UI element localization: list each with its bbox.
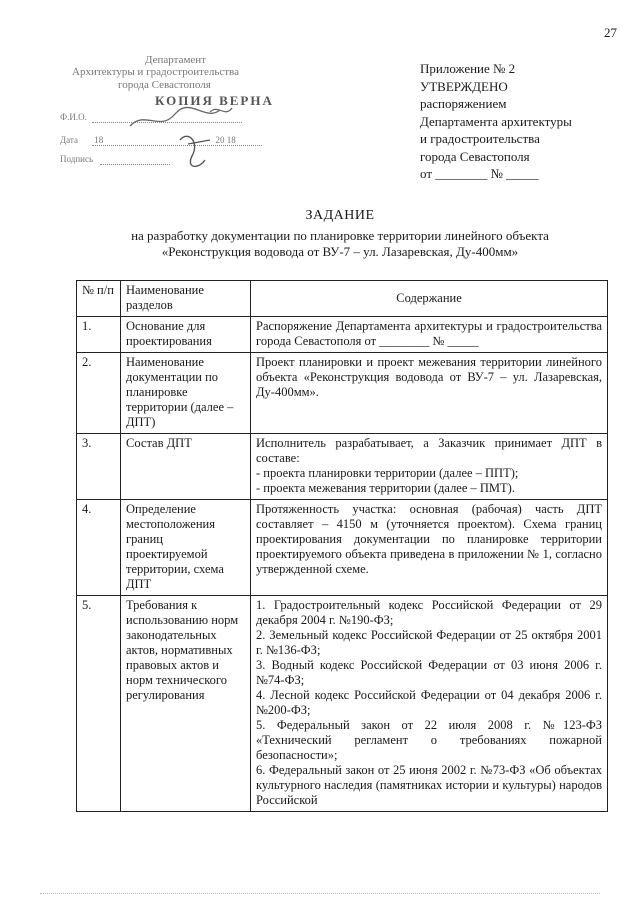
page-bottom-divider	[40, 893, 600, 894]
content-line: 1. Градостроительный кодекс Российской Федерации от 29 декабря 2004 г. №190-ФЗ;	[256, 598, 602, 627]
approval-line: распоряжением	[420, 96, 507, 111]
document-title	[40, 208, 640, 260]
table-row	[77, 317, 608, 353]
row-name: Требования к использованию норм законодательных актов, нормативных правовых актов и норм технического регулирования	[121, 596, 251, 812]
content-line: 5. Федеральный закон от 22 июля 2008 г. №123-ФЗ «Технический регламент о требованиях пожарной безопасности»;	[256, 718, 602, 762]
content-line: 6. Федеральный закон от 25 июня 2002 г. №73-ФЗ «Об объектах культурного наследия (памятниках истории и культуры) народов Российской	[256, 763, 602, 807]
row-num: 4.	[77, 500, 121, 596]
row-content	[251, 596, 608, 812]
row-content	[251, 500, 608, 596]
row-num: 3.	[77, 434, 121, 500]
stamp-fio-label: Ф.И.О.	[60, 112, 87, 122]
stamp-line-4: КОПИЯ ВЕРНА	[155, 93, 274, 108]
header-num: № п/п	[77, 281, 121, 317]
content-line: 2. Земельный кодекс Российской Федерации от 25 октября 2001 г. №136-ФЗ;	[256, 628, 602, 657]
stamp-date-day: 18	[94, 135, 104, 145]
row-content	[251, 353, 608, 434]
stamp-date-label: Дата 18 20 18	[60, 135, 236, 145]
table-row	[77, 353, 608, 434]
stamp-date-year: 20 18	[215, 135, 236, 145]
row-num: 1.	[77, 317, 121, 353]
approval-line: города Севастополя	[420, 148, 530, 164]
row-name: Основание для проектирования	[121, 317, 251, 353]
title-subtitle-1: на разработку документации по планировке территории линейного объекта	[131, 228, 549, 243]
stamp-sign-label: Подпись	[60, 154, 94, 164]
stamp-line-3: города Севастополя	[118, 79, 211, 91]
content-line: Проект планировки и проект межевания территории линейного объекта «Реконструкция водовода от ВУ-7 – ул. Лазаревская, Ду-400мм».	[256, 355, 602, 399]
content-line: 4. Лесной кодекс Российской Федерации от 04 декабря 2006 г. №200-ФЗ;	[256, 688, 602, 717]
page-number: 27	[604, 25, 617, 40]
table-row	[77, 596, 608, 812]
approval-line: УТВЕРЖДЕНО	[420, 78, 508, 94]
row-num: 5.	[77, 596, 121, 812]
row-name: Наименование документации по планировке территории (далее – ДПТ)	[121, 353, 251, 434]
content-line: 3. Водный кодекс Российской Федерации от 03 июня 2006 г. №74-ФЗ;	[256, 658, 602, 687]
title-subtitle-2: «Реконструкция водовода от ВУ-7 – ул. Лазаревская, Ду-400мм»	[161, 244, 519, 259]
content-line: Исполнитель разрабатывает, а Заказчик принимает ДПТ в составе:	[256, 436, 602, 465]
stamp-line-1: Департамент	[145, 54, 207, 66]
copy-stamp	[60, 52, 290, 182]
header-content: Содержание	[251, 281, 608, 317]
approval-block	[420, 60, 630, 183]
title-heading: ЗАДАНИЕ	[305, 208, 375, 223]
content-line: - проекта планировки территории (далее – ППТ);	[256, 466, 519, 480]
content-line: Протяженность участка: основная (рабочая) часть ДПТ составляет – 4150 м (уточняется проектом). Схема границ проектирования документации по планировке территории проектируемого объекта приведена в приложении № 1, согласно утвержденной схеме.	[256, 502, 602, 576]
content-line: Распоряжение Департамента архитектуры и градостроительства города Севастополя от ________ № _____	[256, 319, 602, 348]
row-content	[251, 434, 608, 500]
approval-line: и градостроительства	[420, 131, 540, 146]
table-row	[77, 434, 608, 500]
stamp-line-2: Архитектуры и градостроительства	[72, 66, 239, 78]
approval-line: от ________ № _____	[420, 166, 539, 181]
row-name: Состав ДПТ	[121, 434, 251, 500]
row-name: Определение местоположения границ проектируемой территории, схема ДПТ	[121, 500, 251, 596]
task-table	[76, 280, 608, 812]
approval-line: Приложение № 2	[420, 61, 516, 76]
table-header-row	[77, 281, 608, 317]
table-row	[77, 500, 608, 596]
row-content	[251, 317, 608, 353]
approval-line: Департамента архитектуры	[420, 113, 572, 129]
header-name: Наименование разделов	[121, 281, 251, 317]
row-num: 2.	[77, 353, 121, 434]
content-line: - проекта межевания территории (далее – ПМТ).	[256, 481, 515, 495]
